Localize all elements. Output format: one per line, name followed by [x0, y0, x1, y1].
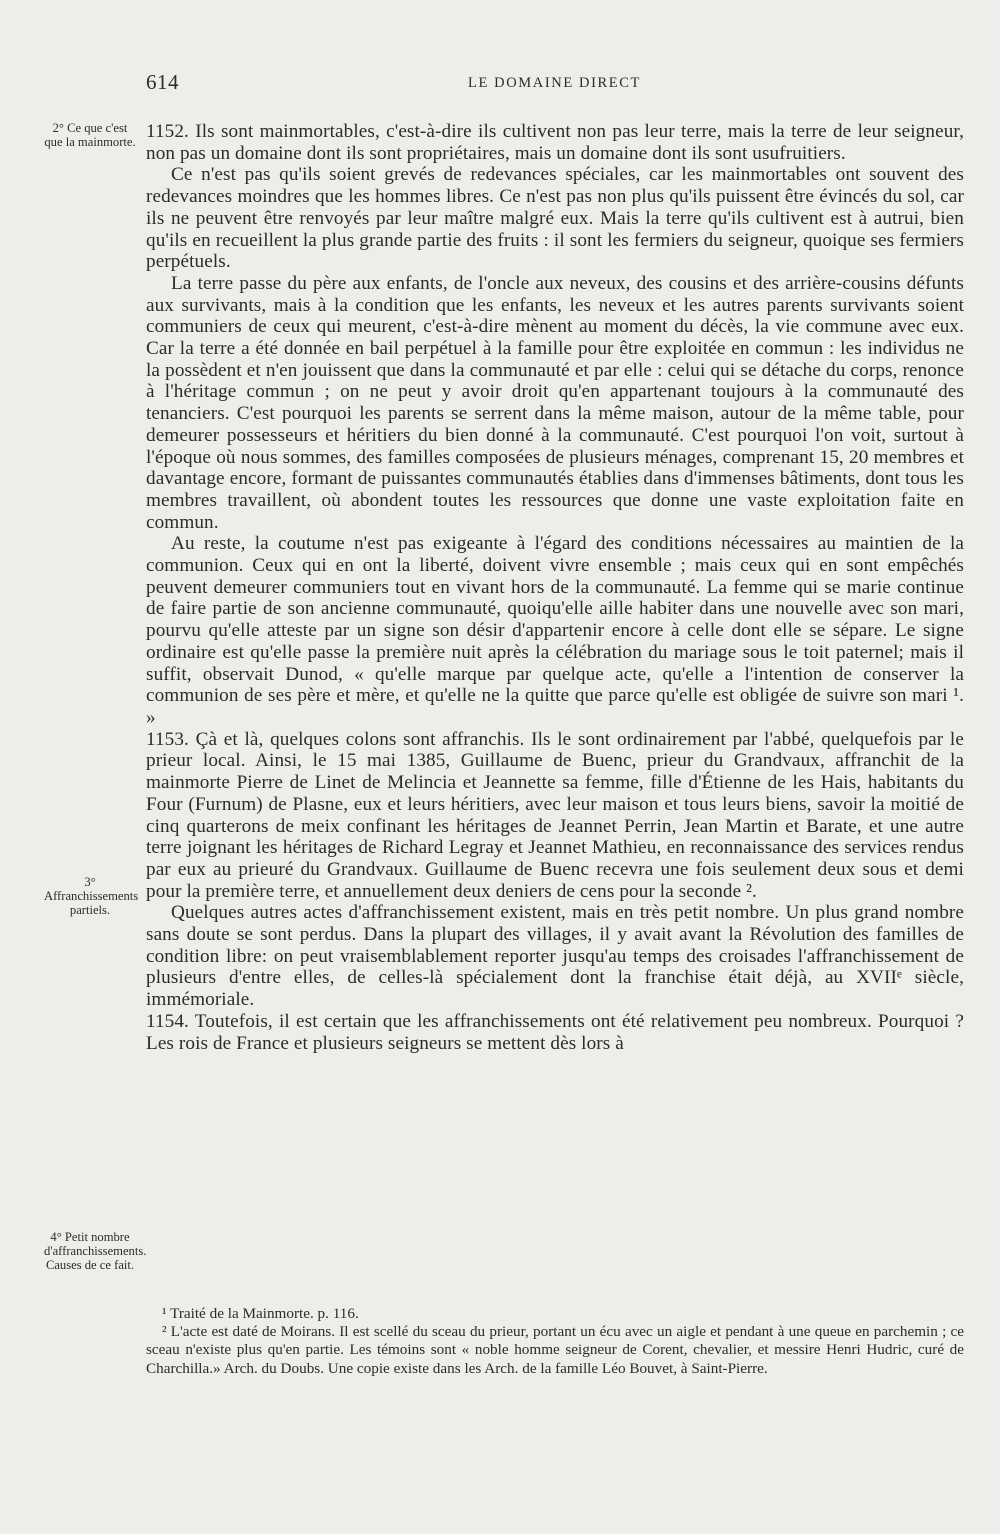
paragraph-1154: 1154. Toutefois, il est certain que les affranchissements ont été relativement peu nombreux. Pourquoi ? Les rois de France et plusieurs seigneurs se mettent dès lors à	[146, 1010, 964, 1054]
paragraph-1152: 1152. Ils sont mainmortables, c'est-à-dire ils cultivent non pas leur terre, mais la terre de leur seigneur, non pas un domaine dont ils sont propriétaires, mais un domaine dont ils sont usufruitiers.	[146, 121, 964, 164]
footnotes	[146, 1305, 964, 1378]
paragraph-redevances: Ce n'est pas qu'ils soient grevés de redevances spéciales, car les mainmortables ont souvent des redevances moindres que les hommes libres. Ce n'est pas non plus qu'ils puissent être évincés du sol, car ils ne peuvent être renvoyés par leur maître malgré eux. Mais la terre qu'ils cultivent est à autrui, bien qu'ils en recueillent la plus grande partie des fruits : il sont les fermiers du seigneur, quoique ses fermiers perpétuels.	[146, 164, 964, 273]
footnote-1: ¹ Traité de la Mainmorte. p. 116.	[162, 1305, 359, 1322]
paragraph-1153: 1153. Çà et là, quelques colons sont affranchis. Ils le sont ordinairement par l'abbé, quelquefois par le prieur local. Ainsi, le 15 mai 1385, Guillaume de Buenc, prieur du Grandvaux, affranchit de la mainmorte Pierre de Linet de Melincia et Jeannette sa femme, fille d'Étienne de les Hais, habitants du Four (Furnum) de Plasne, eux et leurs héritiers, avec leur maison et tous leurs biens, savoir la moitié de cinq quarterons de meix confinant les héritages de Jeannet Perrin, Jean Martin et Barate, et une autre terre joignant les héritages de Richard Legray et Jeannet Mathieu, en reconnaissance des services rendus par eux au prieuré du Grandvaux. Guillaume de Buenc recevra une fois seulement deux sous et demi pour la première terre, et annuellement deux deniers de cens pour la seconde ².	[146, 728, 964, 902]
margin-note-mainmorte: 2° Ce que c'est que la mainmorte.	[44, 121, 136, 149]
running-title: LE DOMAINE DIRECT	[468, 75, 641, 91]
margin-note-petit-nombre: 4° Petit nombre d'affranchissements. Causes de ce fait.	[44, 1230, 147, 1272]
page-number: 614	[146, 70, 179, 94]
paragraph-actes-affranchissement: Quelques autres actes d'affranchissement existent, mais en très petit nombre. Un plus grand nombre sans doute se sont perdus. Dans la plupart des villages, il y avait avant la Révolution des familles de condition libre: on peut vraisemblablement reporter jusqu'au temps des croisades l'affranchissement de plusieurs d'entre elles, de celles-là spécialement dont la franchise était déjà, au XVIIᵉ siècle, immémoriale.	[146, 902, 964, 1011]
paragraph-terre-passe: La terre passe du père aux enfants, de l'oncle aux neveux, des cousins et des arrière-cousins défunts aux survivants, mais à la condition que les enfants, les neveux et les autres parents survivants soient communiers de ceux qui meurent, c'est-à-dire mènent au moment du décès, la vie commune avec eux. Car la terre a été donnée en bail perpétuel à la famille pour être exploitée en commun : les individus ne la possèdent et n'en jouissent que dans la communauté et par elle : celui qui se détache du corps, renonce à l'héritage commun ; on ne peut y avoir droit qu'en appartenant toujours à la communauté des tenanciers. C'est pourquoi les parents se serrent dans la même maison, autour de la même table, pour demeurer possesseurs et héritiers du bien donné à la communauté. C'est pourquoi l'on voit, surtout à l'époque où nous sommes, des familles composées de plusieurs ménages, comprenant 15, 20 membres et davantage encore, formant de puissantes communautés établies dans d'immenses bâtiments, dont tous les membres travaillent, où abondent toutes les ressources que donne une vaste exploitation faite en commun.	[146, 272, 964, 533]
footnote-2: ² L'acte est daté de Moirans. Il est scellé du sceau du prieur, portant un écu avec un aigle et pendant à une queue en parchemin ; ce sceau n'existe plus qu'en partie. Les témoins sont « noble homme seigneur de Corent, chevalier, et messire Henri Hudric, curé de Charchilla.» Arch. du Doubs. Une copie existe dans les Arch. de la famille Léo Bouvet, à Saint-Pierre.	[146, 1323, 964, 1377]
body-text	[146, 121, 964, 1054]
page-header	[146, 70, 822, 100]
paragraph-coutume: Au reste, la coutume n'est pas exigeante à l'égard des conditions nécessaires au maintien de la communion. Ceux qui en ont la liberté, doivent vivre ensemble ; mais ceux qui en sont empêchés peuvent demeurer communiers tout en vivant hors de la communauté. La femme qui se marie continue de faire partie de son ancienne communauté, quoiqu'elle aille habiter dans une nouvelle avec son mari, pourvu qu'elle atteste par un signe son désir d'appartenir encore à celle dont elle se sépare. Le signe ordinaire est qu'elle passe la première nuit après la célébration du mariage sous le toit paternel; mais il suffit, observait Dunod, « qu'elle marque par quelque acte, qu'elle a l'intention de conserver la communion de ses père et mère, et qu'elle ne la quitte que parce qu'elle est obligée de suivre son mari ¹. »	[146, 533, 964, 728]
margin-note-affranchissements: 3° Affranchissements partiels.	[44, 875, 139, 917]
